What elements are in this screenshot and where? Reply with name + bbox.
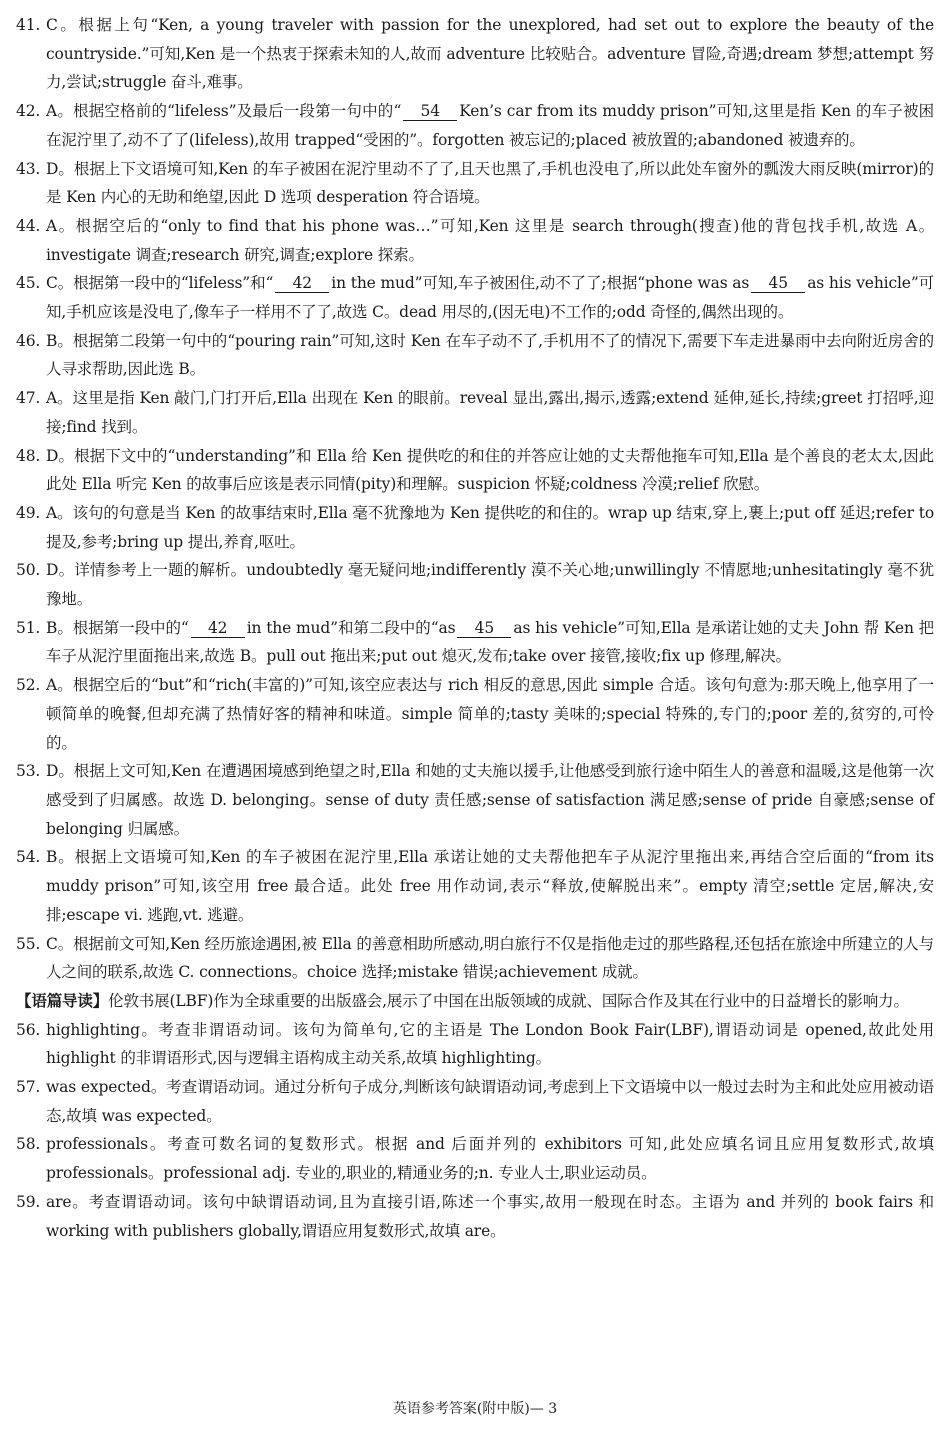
explanation-text: B。根据第二段第一句中的“pouring rain”可知,这时 Ken 在车子动不了,手机用不了的情况下,需要下车走进暴雨中去向附近房舍的人寻求帮助,因此选 B。 [46, 331, 934, 379]
item-number: 41. [16, 16, 41, 34]
explanation-text: B。根据第一段中的“ [46, 618, 189, 637]
item-number: 50. [16, 561, 41, 580]
explanation-text: D。根据下文中的“understanding”和 Ella 给 Ken 提供吃的和住的并答应让她的丈夫帮他拖车可知,Ella 是个善良的老太太,因此此处 Ella 听完 Ken 的故事后应该是表示同情(pity)和理解。suspicion 怀疑;coldness 冷漠;relief 欣慰。 [46, 446, 934, 494]
blank-number: 45 [751, 274, 805, 293]
explanation-text: Ken’s car from its muddy prison”可知,这里是指 Ken 的车子被困在泥泞里了,动不了了(lifeless),故用 trapped“受困的”。forgotten 被忘记的;placed 被放置的;abandoned 被遗弃的。 [46, 102, 935, 149]
explanation-text: C。根据前文可知,Ken 经历旅途遇困,被 Ella 的善意相助所感动,明白旅行不仅是指他走过的那些路程,还包括在旅途中所建立的人与人之间的联系,故选 C. connections。choice 选择;mistake 错误;achievement 成就。 [46, 934, 934, 982]
answer-42 [16, 97, 934, 154]
item-number: 47. [16, 389, 41, 408]
answer-48 [16, 442, 934, 499]
passage-guide [16, 987, 934, 1016]
item-number: 45. [16, 274, 41, 293]
answer-content [16, 11, 934, 1245]
item-number: 59. [16, 1192, 41, 1211]
explanation-text: professionals。考查可数名词的复数形式。根据 and 后面并列的 exhibitors 可知,此处应填名词且应用复数形式,故填 professionals。professional adj. 专业的,职业的,精通业务的;n. 专业人士,职业运动员。 [46, 1135, 934, 1183]
explanation-text: A。该句的句意是当 Ken 的故事结束时,Ella 毫不犹豫地为 Ken 提供吃的和住的。wrap up 结束,穿上,裹上;put off 延迟;refer to 提及,参考;bring up 提出,养育,呕吐。 [46, 503, 934, 551]
guide-label: 【语篇导读】 [16, 990, 109, 1010]
explanation-text: A。根据空后的“only to find that his phone was…”可知,Ken 这里是 search through(搜查)他的背包找手机,故选 A。investigate 调查;research 研究,调查;explore 探索。 [46, 216, 934, 264]
answer-52 [16, 671, 934, 757]
explanation-text: A。这里是指 Ken 敲门,门打开后,Ella 出现在 Ken 的眼前。reveal 显出,露出,揭示,透露;extend 延伸,延长,持续;greet 打招呼,迎接;find 找到。 [46, 389, 934, 436]
explanation-text: D。详情参考上一题的解析。undoubtedly 毫无疑问地;indifferently 漠不关心地;unwillingly 不情愿地;unhesitatingly 毫不犹豫地。 [46, 561, 934, 609]
item-number: 51. [16, 618, 41, 637]
explanation-text: B。根据上文语境可知,Ken 的车子被困在泥泞里,Ella 承诺让她的丈夫帮他把车子从泥泞里拖出来,再结合空后面的“from its muddy prison”可知,该空用 free 最合适。此处 free 用作动词,表示“释放,使解脱出来”。empty 清空;settle 定居,解决,安排;escape vi. 逃跑,vt. 逃避。 [46, 848, 934, 924]
page-footer: 英语参考答案(附中版)— 3 [392, 1401, 558, 1417]
blank-number: 54 [403, 102, 457, 121]
answer-58 [16, 1130, 934, 1187]
answer-47 [16, 384, 934, 441]
answer-55 [16, 930, 934, 987]
explanation-text: A。根据空后的“but”和“rich(丰富的)”可知,该空应表达与 rich 相反的意思,因此 simple 合适。该句句意为:那天晚上,他享用了一顿简单的晚餐,但却充满了热情好客的精神和味道。simple 简单的;tasty 美味的;special 特殊的,专门的;poor 差的,贫穷的,可怜的。 [46, 676, 934, 752]
answer-51 [16, 614, 934, 671]
item-number: 56. [16, 1020, 41, 1039]
explanation-text: C。根据上句“Ken, a young traveler with passion for the unexplored, had set out to explore the beauty of the countryside.”可知,Ken 是一个热衷于探索未知的人,故而 adventure 比较贴合。adventure 冒险,奇遇;dream 梦想;attempt 努力,尝试;struggle 奋斗,难事。 [46, 16, 934, 92]
answer-49 [16, 499, 934, 556]
item-number: 53. [16, 762, 41, 781]
explanation-text: D。根据上文可知,Ken 在遭遇困境感到绝望之时,Ella 和她的丈夫施以援手,让他感受到旅行途中陌生人的善意和温暖,这是他第一次感受到了归属感。故选 D. belonging。sense of duty 责任感;sense of satisfaction 满足感;sense of pride 自豪感;sense of belonging 归属感。 [46, 762, 934, 838]
explanation-text: as his vehicle”可知,Ella 是承诺让她的丈夫 John 帮 Ken 把车子从泥泞里面拖出来,故选 B。pull out 拖出来;put out 熄灭,发布;take over 接管,接收;fix up 修理,解决。 [46, 618, 934, 666]
explanation-text: are。考查谓语动词。该句中缺谓语动词,且为直接引语,陈述一个事实,故用一般现在时态。主语为 and 并列的 book fairs 和 working with publishers globally,谓语应用复数形式,故填 are。 [46, 1192, 934, 1240]
explanation-text: in the mud”可知,车子被困住,动不了了;根据“phone was as [331, 274, 750, 293]
item-number: 49. [16, 503, 41, 522]
item-number: 57. [16, 1078, 41, 1097]
answer-56 [16, 1016, 934, 1073]
blank-number: 42 [275, 274, 329, 293]
answer-59 [16, 1188, 934, 1245]
explanation-text: was expected。考查谓语动词。通过分析句子成分,判断该句缺谓语动词,考虑到上下文语境中以一般过去时为主和此处应用被动语态,故填 was expected。 [46, 1078, 934, 1125]
explanation-text: D。根据上下文语境可知,Ken 的车子被困在泥泞里动不了了,且天也黑了,手机也没电了,所以此处车窗外的瓢泼大雨反映(mirror)的是 Ken 内心的无助和绝望,因此 D 选项 desperation 符合语境。 [46, 159, 934, 207]
item-number: 55. [16, 934, 41, 953]
item-number: 43. [16, 159, 41, 178]
explanation-text: C。根据第一段中的“lifeless”和“ [46, 274, 274, 293]
item-number: 46. [16, 331, 41, 350]
item-number: 48. [16, 446, 41, 465]
answer-43 [16, 155, 934, 212]
answer-46 [16, 327, 934, 384]
explanation-text: A。根据空格前的“lifeless”及最后一段第一句中的“ [46, 102, 402, 121]
blank-number: 45 [457, 619, 511, 638]
guide-text: 伦敦书展(LBF)作为全球重要的出版盛会,展示了中国在出版领域的成就、国际合作及其在行业中的日益增长的影响力。 [108, 991, 909, 1010]
item-number: 42. [16, 102, 41, 121]
explanation-text: in the mud”和第二段中的“as [246, 618, 456, 637]
item-number: 44. [16, 216, 41, 235]
answer-44 [16, 212, 934, 269]
answer-53 [16, 757, 934, 843]
answer-57 [16, 1073, 934, 1130]
answer-50 [16, 556, 934, 613]
explanation-text: as his vehicle”可知,手机应该是没电了,像车子一样用不了了,故选 C。dead 用尽的,(因无电)不工作的;odd 奇怪的,偶然出现的。 [46, 274, 934, 322]
answer-54 [16, 843, 934, 929]
item-number: 58. [16, 1135, 41, 1154]
answer-45 [16, 269, 934, 326]
item-number: 54. [16, 848, 41, 867]
explanation-text: highlighting。考查非谓语动词。该句为简单句,它的主语是 The London Book Fair(LBF),谓语动词是 opened,故此处用 highlight 的非谓语形式,因与逻辑主语构成主动关系,故填 highlighting。 [46, 1020, 934, 1068]
blank-number: 42 [191, 619, 245, 638]
answer-41 [16, 11, 934, 97]
item-number: 52. [16, 676, 41, 695]
